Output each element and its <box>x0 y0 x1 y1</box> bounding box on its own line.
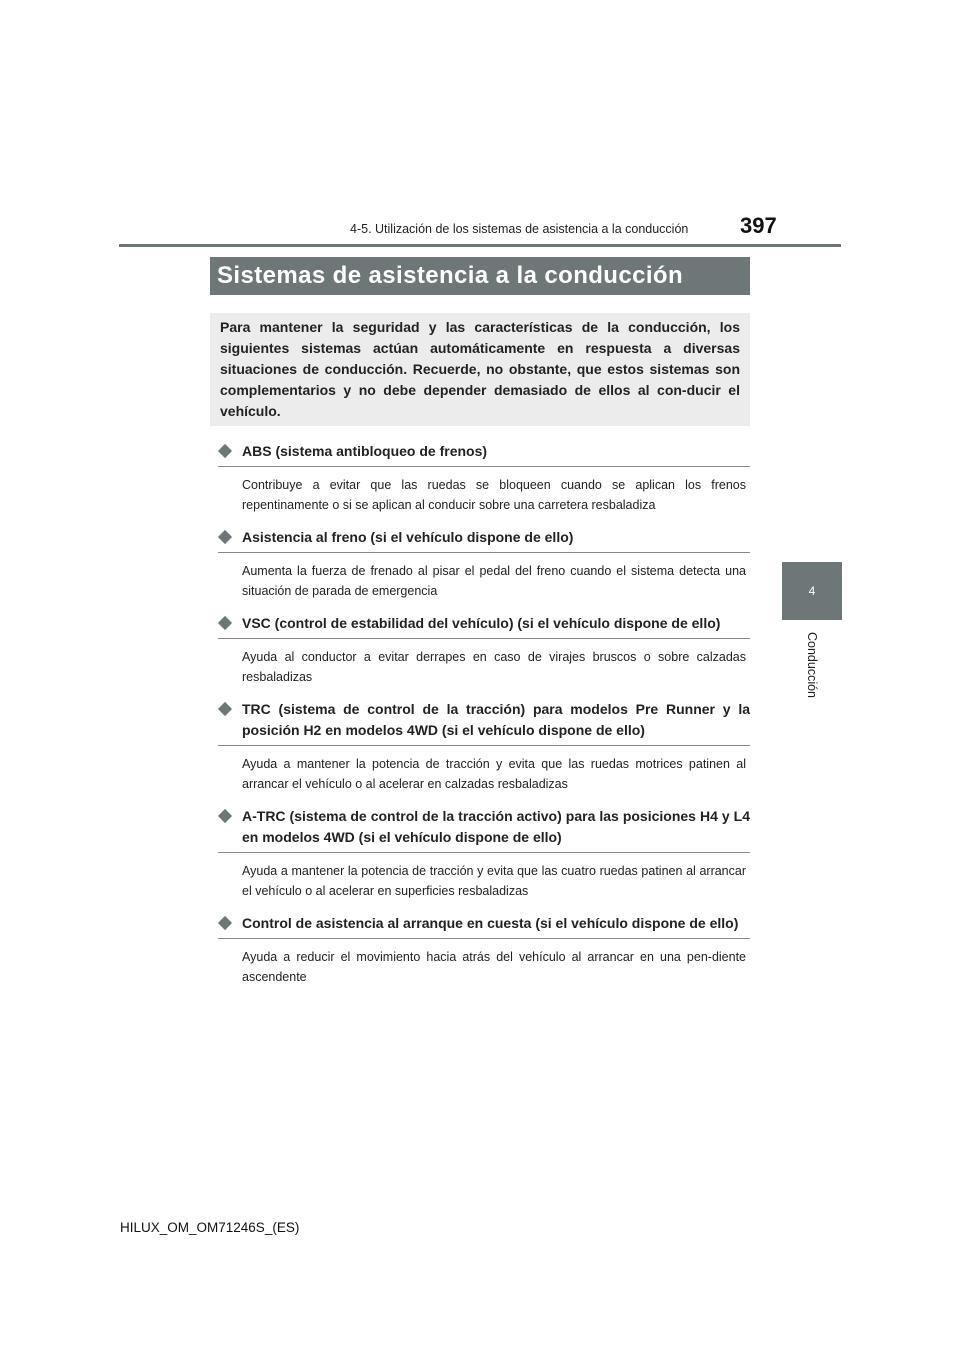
diamond-bullet-icon <box>218 916 232 930</box>
list-item <box>218 527 750 601</box>
chapter-tab-number: 4 <box>808 584 816 598</box>
item-heading <box>218 699 750 746</box>
diamond-bullet-icon <box>218 616 232 630</box>
chapter-side-label <box>770 630 854 700</box>
chapter-header: 4-5. Utilización de los sistemas de asistencia a la conducción <box>350 222 689 236</box>
list-item <box>218 441 750 515</box>
page-number: 397 <box>740 213 777 238</box>
item-description: Aumenta la fuerza de frenado al pisar el pedal del freno cuando el sistema detecta una situación de parada de emergencia <box>242 564 746 598</box>
manual-code: HILUX_OM_OM71246S_(ES) <box>120 1220 300 1235</box>
list-item <box>218 613 750 687</box>
item-description: Ayuda a mantener la potencia de tracción y evita que las cuatro ruedas patinen al arrancar el vehículo o al acelerar en superficies resbaladizas <box>242 864 746 898</box>
item-heading-text: TRC (sistema de control de la tracción) para modelos Pre Runner y la posición H2 en modelos 4WD (si el vehículo dispone de ello) <box>242 701 750 738</box>
chapter-tab <box>782 562 842 620</box>
item-heading <box>218 527 750 553</box>
item-heading-text: A-TRC (sistema de control de la tracción activo) para las posiciones H4 y L4 en modelos 4WD (si el vehículo dispone de ello) <box>242 808 750 845</box>
item-heading-text: ABS (sistema antibloqueo de frenos) <box>242 443 488 459</box>
diamond-bullet-icon <box>218 530 232 544</box>
item-heading-text: VSC (control de estabilidad del vehículo) (si el vehículo dispone de ello) <box>242 615 721 631</box>
section-title: Sistemas de asistencia a la conducción <box>210 257 750 295</box>
intro-box: Para mantener la seguridad y las características de la conducción, los siguientes sistemas actúan automáticamente en respuesta a diversas situaciones de conducción. Recuerde, no obstante, que estos sistemas son complementarios y no debe depender demasiado de ellos al con-ducir el vehículo. <box>210 313 750 426</box>
item-heading <box>218 441 750 467</box>
item-description: Ayuda a reducir el movimiento hacia atrás del vehículo al arrancar en una pen-diente ascendente <box>242 950 746 984</box>
diamond-bullet-icon <box>218 702 232 716</box>
item-heading <box>218 806 750 853</box>
item-description: Ayuda a mantener la potencia de tracción y evita que las ruedas motrices patinen al arrancar el vehículo o al acelerar en calzadas resbaladizas <box>242 757 746 791</box>
item-description: Contribuye a evitar que las ruedas se bloqueen cuando se aplican los frenos repentinamente o si se aplican al conducir sobre una carretera resbaladiza <box>242 478 746 512</box>
item-heading <box>218 913 750 939</box>
diamond-bullet-icon <box>218 809 232 823</box>
list-item <box>218 806 750 901</box>
item-description: Ayuda al conductor a evitar derrapes en caso de virajes bruscos o sobre calzadas resbaladizas <box>242 650 746 684</box>
list-item <box>218 699 750 794</box>
header-divider <box>119 244 841 247</box>
diamond-bullet-icon <box>218 444 232 458</box>
systems-list <box>218 441 750 999</box>
item-heading <box>218 613 750 639</box>
item-heading-text: Asistencia al freno (si el vehículo dispone de ello) <box>242 529 574 545</box>
chapter-side-label-text: Conducción <box>804 631 819 699</box>
item-heading-text: Control de asistencia al arranque en cuesta (si el vehículo dispone de ello) <box>242 915 739 931</box>
list-item <box>218 913 750 987</box>
